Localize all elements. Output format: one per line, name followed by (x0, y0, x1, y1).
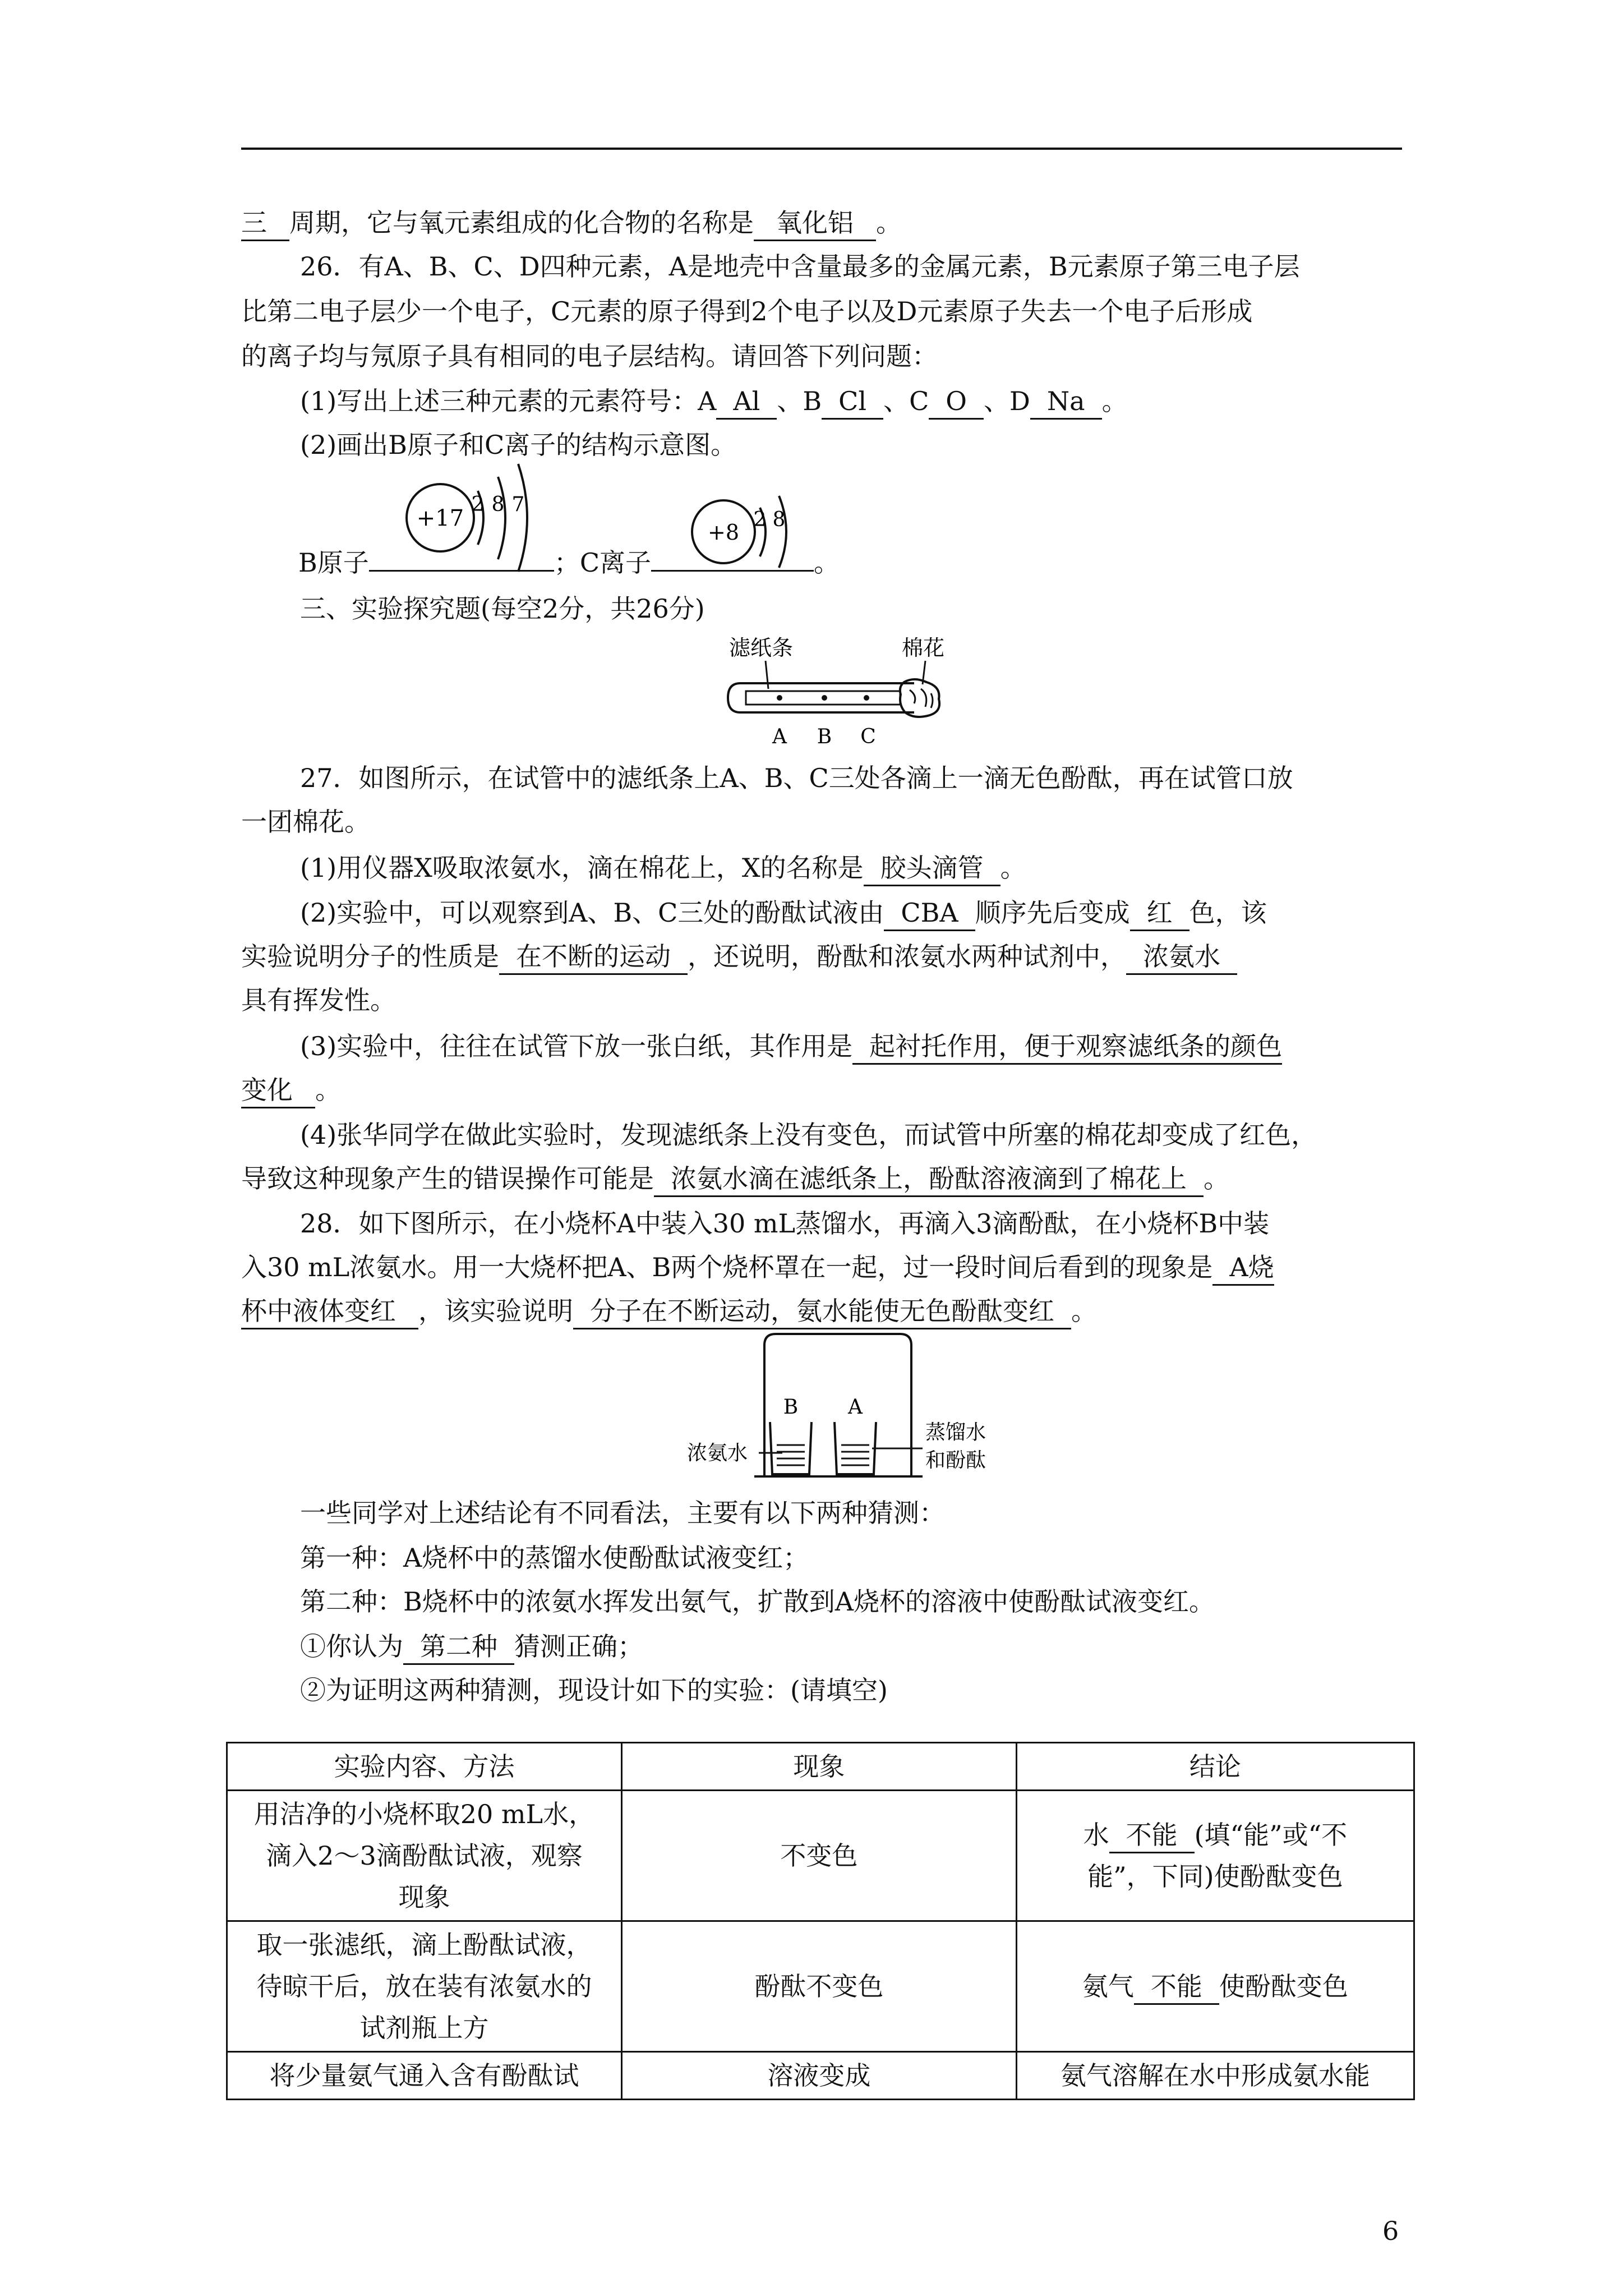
row3-phenomenon: 溶液变成 (621, 2052, 1016, 2100)
c-nucleus-charge: +8 (707, 520, 740, 545)
q28-line6: 第二种：B烧杯中的浓氨水挥发出氨气，扩散到A烧杯的溶液中使酚酞试液变红。 (300, 1586, 1215, 1617)
answer-dropper: 胶头滴管 (864, 851, 1000, 886)
answer-color: 红 (1130, 896, 1189, 931)
row3-method: 将少量氨气通入含有酚酞试 (227, 2052, 622, 2100)
table-row (227, 2052, 1414, 2100)
page-number: 6 (1382, 2216, 1399, 2246)
answer-ammonia-gas: 不能 (1134, 1970, 1219, 2005)
beaker-a (834, 1422, 876, 1474)
q27-part2-line2: 实验说明分子的性质是 在不断的运动 ，还说明，酚酞和浓氨水两种试剂中， 浓氨水 (241, 931, 1405, 982)
ammonia-label: 浓氨水 (687, 1442, 748, 1465)
header-phenomenon: 现象 (621, 1743, 1016, 1791)
q26-diagram-line: B原子 ；C离子 。 (298, 537, 1462, 588)
answer-oxide: 氧化铝 (754, 206, 876, 241)
beaker-b-label: B (783, 1396, 799, 1419)
answer-b-symbol: Cl (822, 384, 883, 420)
c-shell-1: 2 (753, 508, 767, 531)
row1-phenomenon: 不变色 (621, 1791, 1016, 1921)
q27-part1: (1)用仪器X吸取浓氨水，滴在棉花上，X的名称是 胶头滴管 。 (300, 843, 1464, 893)
answer-order: CBA (884, 896, 975, 931)
row3-conclusion: 氨气溶解在水中形成氨水能 (1016, 2052, 1414, 2100)
b-shell-1: 2 (471, 493, 485, 516)
table-row (227, 1791, 1414, 1921)
b-nucleus-charge: +17 (416, 505, 464, 531)
answer-phenomenon-2: 杯中液体变红 (241, 1294, 418, 1329)
row2-method: 取一张滤纸，滴上酚酞试液， 待晾干后，放在装有浓氨水的 试剂瓶上方 (227, 1921, 622, 2052)
beakers-figure (687, 1329, 1018, 1481)
answer-water: 不能 (1109, 1818, 1195, 1853)
q28-line8: ②为证明这两种猜测，现设计如下的实验：(请填空) (300, 1675, 888, 1705)
q27-part2-line1: (2)实验中，可以观察到A、B、C三处的酚酞试液由 CBA 顺序先后变成 红 色，该 (300, 887, 1464, 938)
section-3-heading: 三、实验探究题(每空2分，共26分) (300, 593, 705, 624)
table-header-row (227, 1743, 1414, 1791)
q26-line2: 比第二电子层少一个电子，C元素的原子得到2个电子以及D元素原子失去一个电子后形成 (241, 296, 1253, 326)
q27-line1: 27．如图所示，在试管中的滤纸条上A、B、C三处各滴上一滴无色酚酞，再在试管口放 (300, 763, 1293, 793)
q26-part2: (2)画出B原子和C离子的结构示意图。 (300, 430, 737, 460)
answer-c-symbol: O (929, 384, 984, 420)
q28-line5: 第一种：A烧杯中的蒸馏水使酚酞试液变红； (300, 1543, 809, 1573)
q27-part4-line1: (4)张华同学在做此实验时，发现滤纸条上没有变色，而试管中所塞的棉花却变成了红色， (300, 1120, 1317, 1150)
point-b-label: B (817, 725, 832, 748)
q27-part4-line2: 导致这种现象产生的错误操作可能是 浓氨水滴在滤纸条上，酚酞溶液滴到了棉花上 。 (241, 1153, 1405, 1204)
answer-period: 三 (241, 206, 289, 241)
point-a-label: A (772, 725, 787, 748)
row2-phenomenon: 酚酞不变色 (621, 1921, 1016, 2052)
q28-line1: 28．如下图所示，在小烧杯A中装入30 mL蒸馏水，再滴入3滴酚酞，在小烧杯B中装 (300, 1208, 1270, 1239)
b-shell-3: 7 (511, 493, 525, 516)
answer-phenomenon-1: A烧 (1212, 1250, 1274, 1286)
answer-error: 浓氨水滴在滤纸条上，酚酞溶液滴到了棉花上 (654, 1162, 1204, 1197)
row1-method: 用洁净的小烧杯取20 mL水， 滴入2～3滴酚酞试液，观察 现象 (227, 1791, 622, 1921)
q27-part3-line2: 变化 。 (241, 1065, 1405, 1115)
row2-conclusion: 氨气 不能 使酚酞变色 (1016, 1921, 1414, 2052)
answer-d-symbol: Na (1030, 384, 1102, 420)
b-shell-2: 8 (491, 493, 505, 516)
q28-line2: 入30 mL浓氨水。用一大烧杯把A、B两个烧杯罩在一起，过一段时间后看到的现象是 A烧 (241, 1242, 1405, 1292)
test-tube-figure (723, 628, 959, 749)
q28-line4: 一些同学对上述结论有不同看法，主要有以下两种猜测： (300, 1498, 945, 1528)
answer-a-symbol: Al (716, 384, 777, 420)
table-row (227, 1921, 1414, 2052)
header-conclusion: 结论 (1016, 1743, 1414, 1791)
beaker-b (770, 1422, 811, 1474)
answer-volatile: 浓氨水 (1126, 940, 1237, 975)
q26-line1: 26．有A、B、C、D四种元素，A是地壳中含量最多的金属元素，B元素原子第三电子层 (300, 251, 1300, 282)
cotton-ball (900, 679, 939, 717)
answer-explanation: 分子在不断运动，氨水能使无色酚酞变红 (573, 1294, 1071, 1329)
phenolphthalein-label: 和酚酞 (925, 1449, 986, 1472)
q27-part2-line3: 具有挥发性。 (241, 985, 396, 1015)
q28-line3: 杯中液体变红 ，该实验说明 分子在不断运动，氨水能使无色酚酞变红 。 (241, 1286, 1405, 1336)
row1-conclusion: 水 不能 (填“能”或“不 能”，下同)使酚酞变色 (1016, 1791, 1414, 1921)
q26-line3: 的离子均与氖原子具有相同的电子层结构。请回答下列问题： (241, 341, 938, 371)
header-rule (241, 148, 1402, 150)
answer-white-paper: 起衬托作用，便于观察滤纸条的颜色 (852, 1029, 1282, 1065)
water-label: 蒸馏水 (925, 1421, 986, 1444)
strip-label: 滤纸条 (729, 636, 794, 660)
point-c-label: C (860, 725, 876, 748)
answer-molecule-property: 在不断的运动 (499, 940, 688, 975)
c-shell-2: 8 (772, 508, 786, 531)
q27-part3-line1: (3)实验中，往往在试管下放一张白纸，其作用是 起衬托作用，便于观察滤纸条的颜色 (300, 1021, 1464, 1071)
beaker-a-label: A (848, 1396, 863, 1419)
cotton-label: 棉花 (902, 636, 945, 660)
q27-line2: 一团棉花。 (241, 807, 370, 837)
q28-line7: ①你认为 第二种 猜测正确； (300, 1621, 1464, 1672)
line-period: 三 周期，它与氧元素组成的化合物的名称是 氧化铝 。 (241, 197, 1405, 248)
header-method: 实验内容、方法 (227, 1743, 622, 1791)
answer-guess: 第二种 (403, 1630, 514, 1665)
q26-part1: (1)写出上述三种元素的元素符号：A Al 、B Cl 、C O 、D Na 。 (300, 376, 1464, 426)
experiment-table (226, 1742, 1415, 2100)
